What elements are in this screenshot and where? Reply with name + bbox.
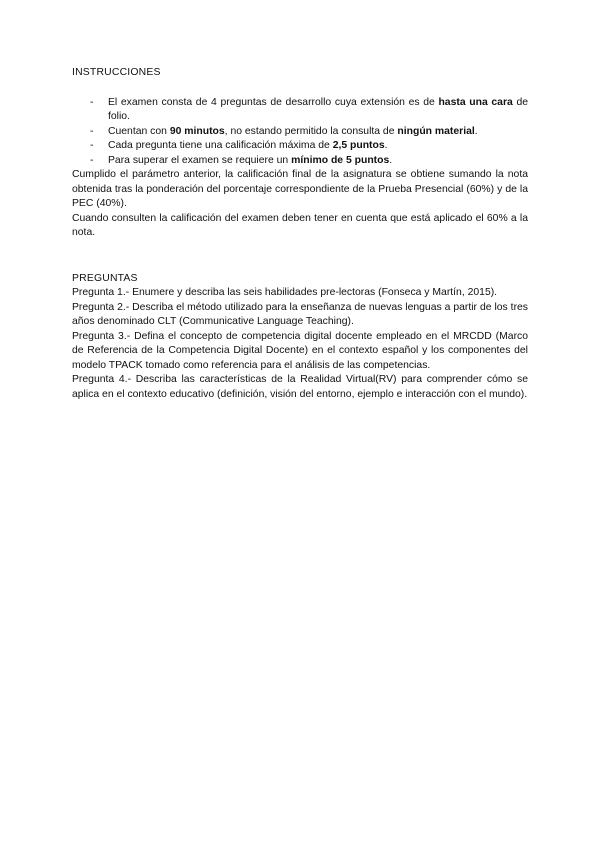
bullet-dash: - (90, 125, 94, 137)
instruction-item: - Para superar el examen se requiere un mínimo de 5 puntos. (72, 154, 528, 169)
question-item: Pregunta 4.- Describa las características de la Realidad Virtual(RV) para comprender cómo se aplica en el contexto educativo (definición, visión del entorno, ejemplo e interacción con el mundo). (72, 374, 528, 400)
instruction-item: - Cada pregunta tiene una calificación máxima de 2,5 puntos. (72, 139, 528, 154)
instructions-list (72, 96, 528, 169)
instruction-item: - Cuentan con 90 minutos, no estando permitido la consulta de ningún material. (72, 125, 528, 140)
emphasis-text: 2,5 puntos (332, 140, 385, 151)
exam-instructions-page (72, 66, 528, 402)
emphasis-text: ningún material (397, 125, 475, 137)
grading-note: Cumplido el parámetro anterior, la calificación final de la asignatura se obtiene sumando la nota obtenida tras la ponderación del porcentaje correspondiente de la Prueba Presencial (60%) y de la PEC (40%). (72, 169, 528, 209)
question-item: Pregunta 1.- Enumere y describa las seis habilidades pre-lectoras (Fonseca y Martín, 2015). (72, 287, 498, 298)
instruction-item: - El examen consta de 4 preguntas de desarrollo cuya extensión es de hasta una cara de folio. (90, 96, 528, 122)
questions-heading: PREGUNTAS (72, 272, 138, 284)
emphasis-text: hasta una cara (438, 96, 513, 108)
emphasis-text: mínimo de 5 puntos (291, 154, 390, 166)
question-item: Pregunta 2.- Describa el método utilizado para la enseñanza de nuevas lenguas a partir de los tres años denominado CLT (Communicative Language Teaching). (72, 301, 528, 327)
bullet-dash: - (90, 154, 94, 166)
bullet-dash: - (90, 140, 94, 151)
bullet-dash: - (90, 96, 94, 108)
instructions-heading: INSTRUCCIONES (72, 67, 161, 78)
grading-note: Cuando consulten la calificación del examen deben tener en cuenta que está aplicado el 60% a la nota. (72, 212, 528, 238)
emphasis-text: 90 minutos (169, 125, 225, 137)
question-item: Pregunta 3.- Defina el concepto de competencia digital docente empleado en el MRCDD (Marco de Referencia de la Competencia Digital Docente) en el contexto español y los componentes del modelo TPACK tomado como referencia para el análisis de las competencias. (72, 330, 528, 371)
